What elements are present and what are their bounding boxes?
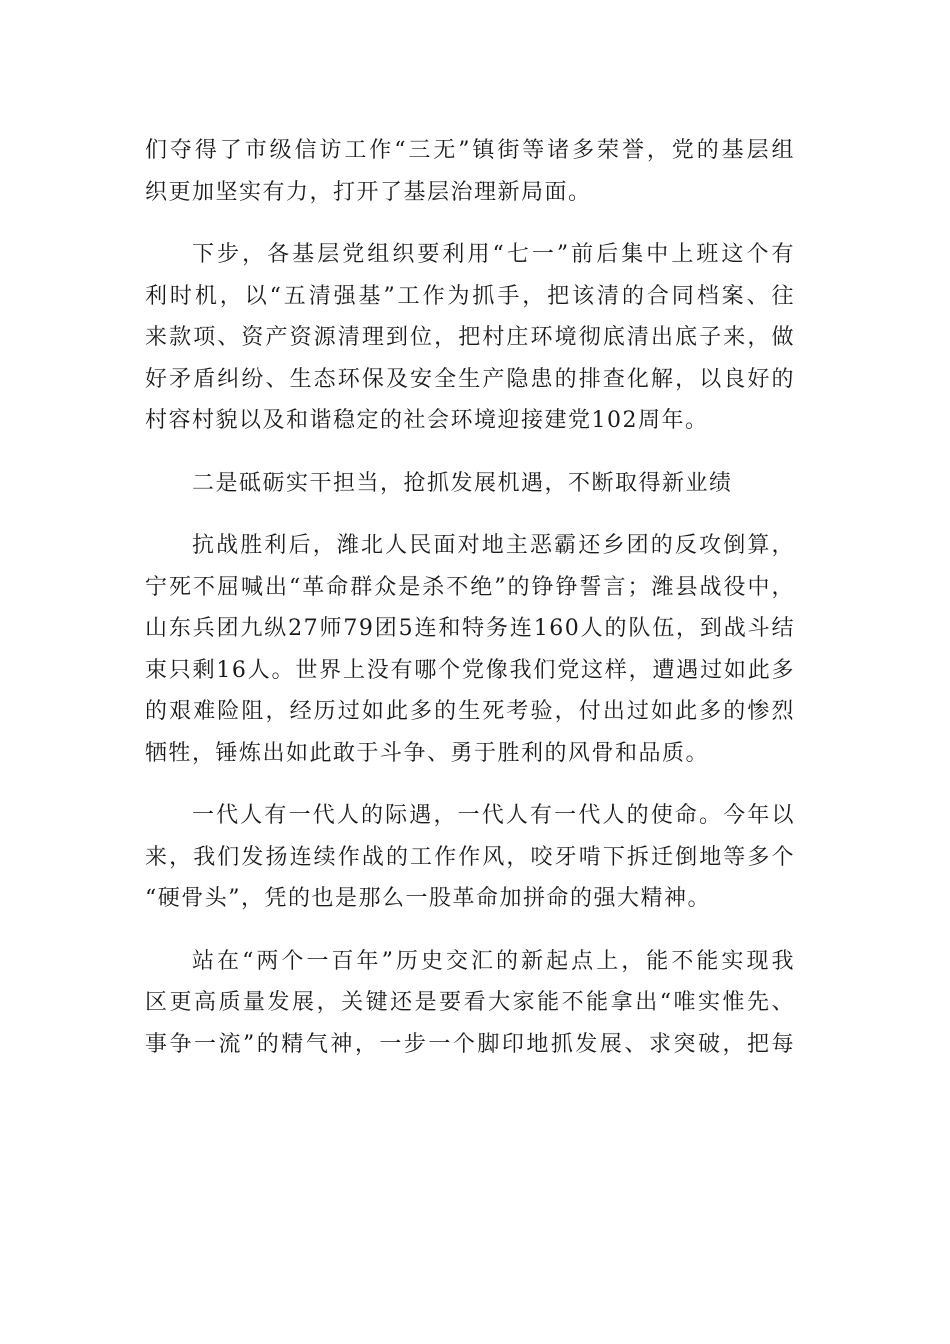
paragraph-2-line-2: 利时机，以“五清强基”工作为抓手，把该清的合同档案、往 bbox=[145, 283, 795, 309]
paragraph-4-line-6: 牺牲，锤炼出如此敢于斗争、勇于胜利的风骨和品质。 bbox=[145, 740, 710, 766]
paragraph-1-line-1: 们夺得了市级信访工作“三无”镇街等诸多荣誉，党的基层组 bbox=[145, 138, 795, 163]
section-heading-text: 二是砥砺实干担当，抢抓发展机遇，不断取得新业绩 bbox=[192, 470, 733, 496]
paragraph-5-line-1: 一代人有一代人的际遇，一代人有一代人的使命。今年以 bbox=[192, 803, 795, 828]
paragraph-2-line-4: 好矛盾纠纷、生态环保及安全生产隐患的排查化解，以良好的 bbox=[145, 366, 795, 392]
paragraph-6-line-1: 站在“两个一百年”历史交汇的新起点上，能不能实现我 bbox=[192, 948, 795, 974]
section-heading bbox=[145, 463, 795, 505]
paragraph-5 bbox=[145, 795, 795, 920]
paragraph-4-line-1: 抗战胜利后，潍北人民面对地主恶霸还乡团的反攻倒算， bbox=[192, 533, 795, 558]
paragraph-6-line-2: 区更高质量发展，关键还是要看大家能不能拿出“唯实惟先、 bbox=[145, 990, 795, 1015]
paragraph-2-line-1: 下步，各基层党组织要利用“七一”前后集中上班这个有 bbox=[192, 242, 795, 267]
paragraph-4-line-5: 的艰难险阻，经历过如此多的生死考验，付出过如此多的惨烈 bbox=[145, 699, 795, 724]
paragraph-6 bbox=[145, 941, 795, 1066]
paragraph-6-line-3: 事争一流”的精气神，一步一个脚印地抓发展、求突破，把每 bbox=[145, 1031, 795, 1057]
paragraph-4-line-4: 束只剩16人。世界上没有哪个党像我们党这样，遭遇过如此多 bbox=[145, 657, 795, 683]
paragraph-1 bbox=[145, 130, 795, 213]
paragraph-4-line-2: 宁死不屈喊出“革命群众是杀不绝”的铮铮誓言；潍县战役中， bbox=[145, 574, 795, 600]
paragraph-1-line-2: 织更加坚实有力，打开了基层治理新局面。 bbox=[145, 179, 592, 205]
paragraph-4 bbox=[145, 525, 795, 774]
paragraph-2-line-3: 来款项、资产资源清理到位，把村庄环境彻底清出底子来，做 bbox=[145, 325, 795, 350]
document-body bbox=[145, 130, 795, 1086]
paragraph-4-line-3: 山东兵团九纵27师79团5连和特务连160人的队伍，到战斗结 bbox=[145, 616, 795, 641]
paragraph-5-line-3: “硬骨头”，凭的也是那么一股革命加拼命的强大精神。 bbox=[145, 886, 711, 911]
paragraph-5-line-2: 来，我们发扬连续作战的工作作风，咬牙啃下拆迁倒地等多个 bbox=[145, 844, 795, 870]
paragraph-2-line-5: 村容村貌以及和谐稳定的社会环境迎接建党102周年。 bbox=[145, 408, 709, 433]
paragraph-2 bbox=[145, 234, 795, 442]
